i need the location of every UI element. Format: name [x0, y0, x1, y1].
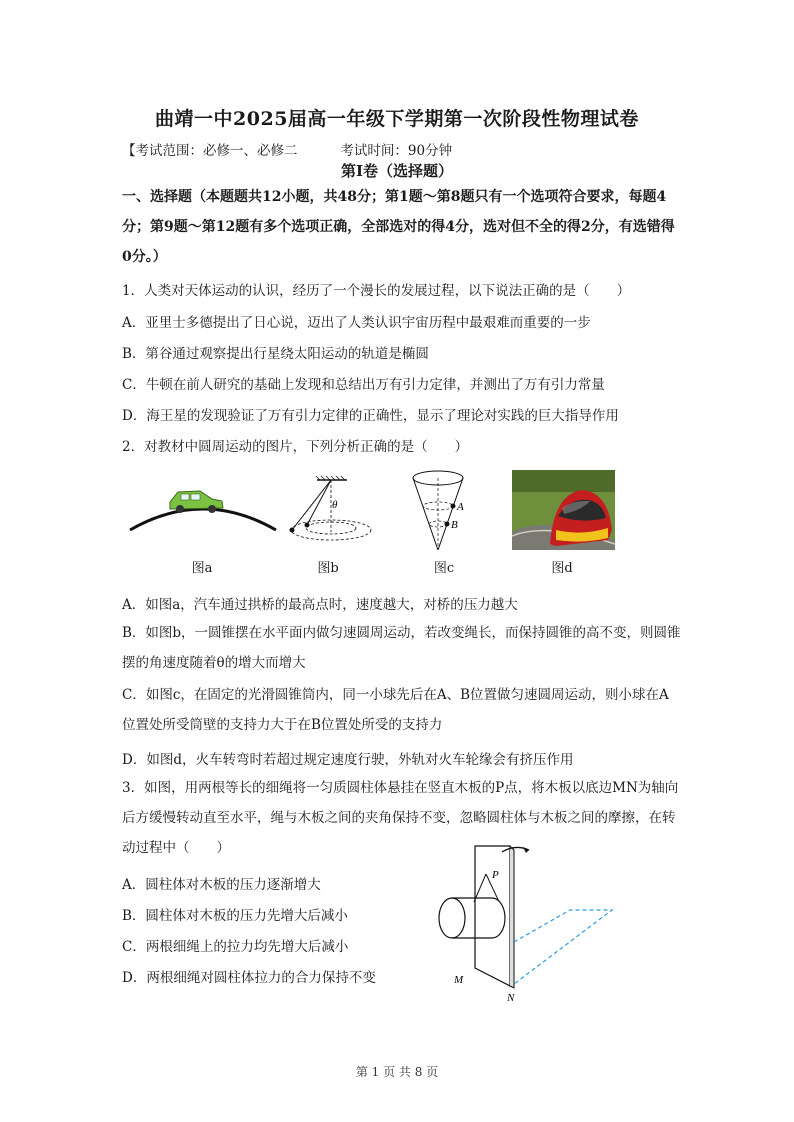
q2-stem: 2．对教材中圆周运动的图片，下列分析正确的是（ ） [122, 439, 469, 455]
q1-option-c: C．牛顿在前人研究的基础上发现和总结出万有引力定律，并测出了万有引力常量 [122, 377, 605, 393]
exam-info: 【考试范围：必修一、必修二 考试时间：90分钟 [122, 143, 453, 159]
point-m-label: M [454, 974, 464, 986]
q1-stem: 1．人类对天体运动的认识，经历了一个漫长的发展过程，以下说法正确的是（ ） [122, 283, 631, 299]
q3-option-d: D．两根细绳对圆柱体拉力的合力保持不变 [122, 970, 376, 986]
q1-option-d: D．海王星的发现验证了万有引力定律的正确性，显示了理论对实践的巨大指导作用 [122, 408, 619, 424]
q1-option-b: B．第谷通过观察提出行星绕太阳运动的轨道是椭圆 [122, 346, 429, 362]
section-title: 第Ⅰ卷（选择题） [340, 162, 454, 180]
figure-a-label: 图a [191, 561, 213, 576]
figure-b-label: 图b [317, 561, 339, 576]
exam-title: 曲靖一中2025届高一年级下学期第一次阶段性物理试卷 [155, 108, 639, 130]
q2-option-c: C．如图c，在固定的光滑圆锥筒内，同一小球先后在A、B位置做匀速圆周运动，则小球在A位置处所受筒壁的支持力大于在B位置处所受的支持力 [122, 687, 669, 733]
instructions: 一、选择题（本题题共12小题，共48分；第1题～第8题只有一个选项符合要求，每题4分；第9题～第12题有多个选项正确，全部选对的得4分，选对但不全的得2分，有选错得0分。） [122, 189, 675, 265]
point-p-label: P [492, 869, 499, 881]
q3-stem: 3．如图，用两根等长的细绳将一匀质圆柱体悬挂在竖直木板的P点，将木板以底边MN为轴向后方缓慢转动直至水平，绳与木板之间的夹角保持不变，忽略圆柱体与木板之间的摩擦，在转动过程中（ ） [122, 780, 679, 856]
figure-d-label: 图d [551, 561, 573, 576]
q2-option-b: B．如图b，一圆锥摆在水平面内做匀速圆周运动，若改变绳长，而保持圆锥的高不变，则圆锥摆的角速度随着θ的增大而增大 [122, 625, 681, 671]
page-footer: 第 1 页 共 8 页 [355, 1065, 439, 1079]
q3-option-c: C．两根细绳上的拉力均先增大后减小 [122, 939, 349, 955]
theta-label: θ [332, 499, 338, 511]
figure-b-conical-pendulum [272, 475, 382, 555]
point-n-label: N [507, 992, 515, 1004]
figure-d-train-photo [512, 470, 615, 550]
q2-option-a: A．如图a，汽车通过拱桥的最高点时，速度越大，对桥的压力越大 [122, 597, 518, 613]
point-b-label: B [451, 519, 458, 531]
q2-option-d: D．如图d，火车转弯时若超过规定速度行驶，外轨对火车轮缘会有挤压作用 [122, 752, 574, 768]
figure-c-cone [405, 466, 475, 556]
q3-option-b: B．圆柱体对木板的压力先增大后减小 [122, 908, 348, 924]
figure-c-label: 图c [433, 561, 455, 576]
q3-option-a: A．圆柱体对木板的压力逐渐增大 [122, 877, 321, 893]
q3-figure-board-cylinder [430, 838, 620, 1008]
point-a-label: A [457, 501, 464, 513]
q1-option-a: A．亚里士多德提出了日心说，迈出了人类认识宇宙历程中最艰难而重要的一步 [122, 315, 591, 331]
figure-a-car-bridge [128, 478, 278, 538]
